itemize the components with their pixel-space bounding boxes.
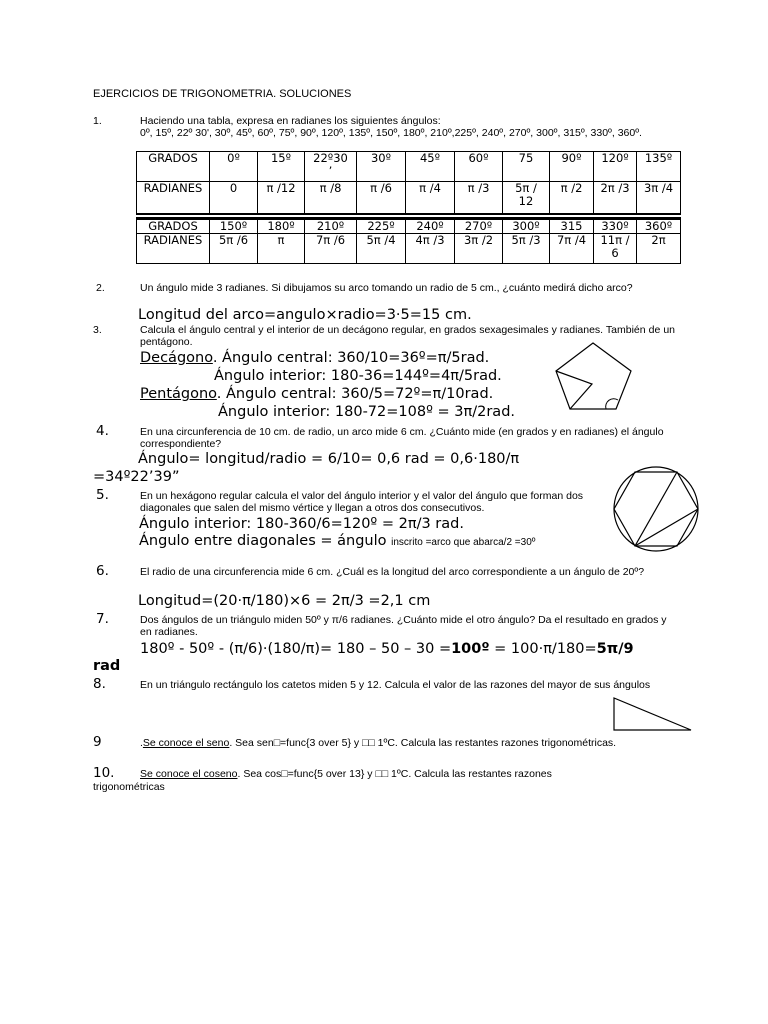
exercise-8-text: En un triángulo rectángulo los catetos miden 5 y 12. Calcula el valor de las razones del mayor de sus ángulos (140, 679, 651, 691)
table-cell: 5π /4 (357, 234, 406, 264)
table-cell: π /3 (455, 182, 503, 214)
exercise-6-text: El radio de una circunferencia mide 6 cm. ¿Cuál es la longitud del arco correspondiente a un ángulo de 20º? (140, 566, 645, 578)
table-cell: 2π (637, 234, 681, 264)
dot: . (140, 737, 143, 749)
exercise-10-text (140, 768, 552, 780)
exercise-4-number: 4. (96, 423, 109, 439)
angles-table-1 (136, 151, 681, 214)
table-cell: π /4 (406, 182, 455, 214)
exercise-5-answer-line-2 (139, 533, 535, 551)
exercise-1-angles: 0º, 15º, 22º 30', 30º, 45º, 60º, 75º, 90º, 120º, 135º, 150º, 180º, 210º,225º, 240º, 270º, 300º, 315º, 330º, 360º. (140, 127, 642, 139)
table-cell: 240º (406, 220, 455, 234)
table-cell: 22º30 ’ (305, 152, 357, 182)
exercise-10-number: 10. (93, 765, 115, 781)
table-cell: π /8 (305, 182, 357, 214)
exercise-2-answer: Longitud del arco=angulo×radio=3·5=15 cm. (138, 307, 472, 323)
table-cell: 300º (503, 220, 550, 234)
exercise-8-number: 8. (93, 676, 106, 692)
exercise-4-answer-line-1: Ángulo= longitud/radio = 6/10= 0,6 rad = 0,6·180/π (138, 451, 520, 467)
exercise-7-text: Dos ángulos de un triángulo miden 50º y π/6 radianes. ¿Cuánto mide el otro ángulo? Da el resultado en grados y en radianes. (140, 614, 667, 638)
decagon-central-angle: . Ángulo central: 360/10=36º=π/5rad. (212, 350, 490, 366)
right-triangle-diagram (613, 697, 693, 733)
known-sine-label: Se conoce el seno (142, 737, 230, 749)
table-cell: 4π /3 (406, 234, 455, 264)
pentagon-diagram (556, 340, 636, 412)
decagon-label: Decágono (140, 350, 213, 366)
inscribed-angle-text: Ángulo entre diagonales = ángulo (139, 533, 392, 549)
table-cell: 7π /6 (305, 234, 357, 264)
table-cell: 5π / 12 (503, 182, 550, 214)
pentagon-interior-angle: Ángulo interior: 180-72=108º = 3π/2rad. (218, 404, 516, 420)
exercise-4-text: En una circunferencia de 10 cm. de radio, un arco mide 6 cm. ¿Cuánto mide (en grados y en radianes) el ángulo correspondiente? (140, 426, 664, 450)
table-2-degrees-label: GRADOS (137, 220, 210, 234)
exercise-10-text-line-2: trigonométricas (93, 781, 165, 793)
table-2-radians-label: RADIANES (137, 234, 210, 264)
exercise-2-text: Un ángulo mide 3 radianes. Si dibujamos su arco tomando un radio de 5 cm., ¿cuánto medirá dicho arco? (140, 282, 633, 294)
table-1-degrees-row (137, 152, 681, 182)
table-cell: 3π /2 (455, 234, 503, 264)
table-separator-rule (136, 213, 681, 215)
table-cell: π /2 (550, 182, 594, 214)
table-cell: 90º (550, 152, 594, 182)
exercise-2-number: 2. (96, 282, 105, 294)
table-cell: 150º (210, 220, 258, 234)
table-cell: 30º (357, 152, 406, 182)
inscribed-angle-note: inscrito =arco que abarca/2 =30º (391, 537, 536, 548)
table-cell: 180º (258, 220, 305, 234)
hexagon-in-circle-diagram (612, 464, 700, 554)
exercise-9-number: 9 (93, 734, 102, 750)
exercise-9-rest: . Sea sen□=func{3 over 5} y □□ 1ºC. Calcula las restantes razones trigonométricas. (229, 737, 617, 749)
table-2-radians-row (137, 234, 681, 264)
exercise-10-rest: . Sea cos□=func{5 over 13} y □□ 1ºC. Calcula las restantes razones (237, 768, 552, 780)
pentagon-label: Pentágono (140, 386, 217, 402)
exercise-5-answer-line-1: Ángulo interior: 180-360/6=120º = 2π/3 rad. (139, 516, 464, 532)
table-1-radians-label: RADIANES (137, 182, 210, 214)
exercise-6-number: 6. (96, 563, 109, 579)
table-cell: π /12 (258, 182, 305, 214)
exercise-3-text: Calcula el ángulo central y el interior de un decágono regular, en grados sexagesimales y radianes. También de un pentágono. (140, 324, 675, 348)
table-cell: 315 (550, 220, 594, 234)
angles-table-2 (136, 219, 681, 264)
table-cell: 5π /6 (210, 234, 258, 264)
decagon-interior-angle: Ángulo interior: 180-36=144º=4π/5rad. (214, 368, 502, 384)
exercise-1-number: 1. (93, 115, 102, 127)
table-cell: 120º (594, 152, 637, 182)
table-cell: 360º (637, 220, 681, 234)
table-cell: 15º (258, 152, 305, 182)
table-cell: 60º (455, 152, 503, 182)
answer-bold-degrees: 100º (451, 641, 490, 657)
exercise-6-answer: Longitud=(20·π/180)×6 = 2π/3 =2,1 cm (138, 593, 431, 609)
exercise-7-answer (140, 641, 634, 658)
table-cell: 135º (637, 152, 681, 182)
exercise-9-text (140, 737, 616, 749)
pentagon-answer (140, 386, 493, 403)
table-cell: 3π /4 (637, 182, 681, 214)
pentagon-central-angle: . Ángulo central: 360/5=72º=π/10rad. (216, 386, 494, 402)
table-cell: 0 (210, 182, 258, 214)
table-cell: 45º (406, 152, 455, 182)
answer-part: 180º - 50º - (π/6)·(180/π)= 180 – 50 – 30 = (140, 641, 452, 657)
table-cell: 2π /3 (594, 182, 637, 214)
page-title: EJERCICIOS DE TRIGONOMETRIA. SOLUCIONES (93, 88, 352, 100)
table-cell: 5π /3 (503, 234, 550, 264)
exercise-7-unit: rad (93, 658, 121, 674)
table-cell: 0º (210, 152, 258, 182)
table-cell: π (258, 234, 305, 264)
exercise-5-text: En un hexágono regular calcula el valor del ángulo interior y el valor del ángulo que forman dos diagonales que salen del mismo vértice y llegan a otros dos consecutivos. (140, 490, 584, 514)
table-cell: 7π /4 (550, 234, 594, 264)
decagon-answer (140, 350, 489, 367)
answer-part: = 100·π/180= (489, 641, 597, 657)
table-1-degrees-label: GRADOS (137, 152, 210, 182)
known-cosine-label: Se conoce el coseno (140, 768, 238, 780)
exercise-7-number: 7. (96, 611, 109, 627)
table-cell: 75 (503, 152, 550, 182)
table-cell: 225º (357, 220, 406, 234)
exercise-3-number: 3. (93, 324, 102, 336)
table-cell: 11π / 6 (594, 234, 637, 264)
exercise-4-answer-line-2: =34º22’39” (93, 469, 180, 485)
table-cell: 210º (305, 220, 357, 234)
table-cell: π /6 (357, 182, 406, 214)
table-cell: 270º (455, 220, 503, 234)
exercise-5-number: 5. (96, 487, 109, 503)
table-2-degrees-row (137, 220, 681, 234)
answer-bold-radians: 5π/9 (596, 641, 634, 657)
table-1-radians-row (137, 182, 681, 214)
table-cell: 330º (594, 220, 637, 234)
exercise-1-text: Haciendo una tabla, expresa en radianes los siguientes ángulos: (140, 115, 441, 127)
